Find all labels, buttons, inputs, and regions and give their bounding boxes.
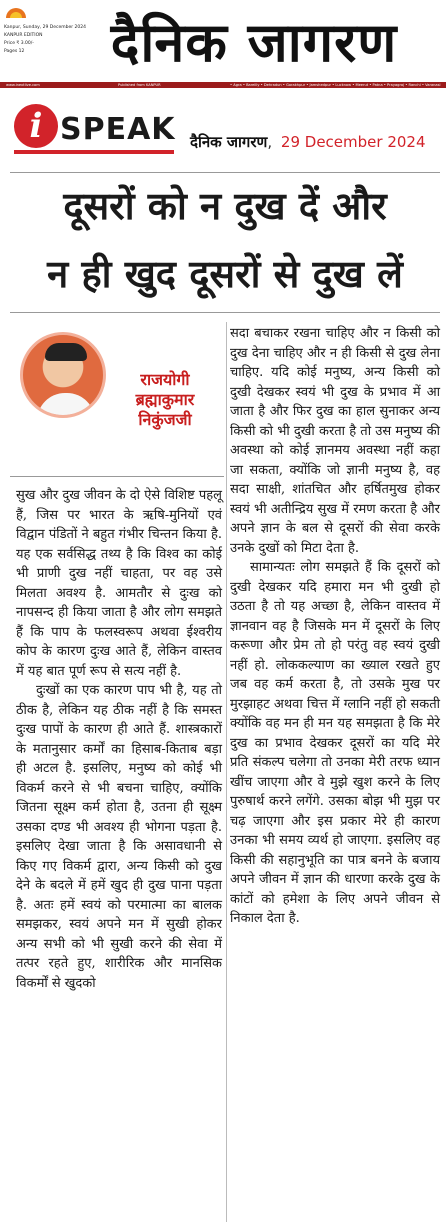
author-name-line-2: ब्रह्माकुमार	[135, 390, 195, 409]
masthead-meta-block	[4, 4, 86, 55]
section-underline	[14, 150, 174, 154]
newspaper-title: दैनिक जागरण	[110, 11, 398, 74]
masthead-pages: Pages 12	[4, 49, 25, 54]
divider	[10, 476, 224, 477]
paragraph: सामान्यतः लोग समझते हैं कि दूसरों को दुखी देखकर यदि हमारा मन भी दुखी हो उठता है तो यह अच्छा है, लेकिन वास्तव में ज्ञानवान वह है जिसके मन में दूसरों के लिए करूणा और प्रेम तो हो परंतु वह स्वयं दुखी नहीं हो. लोककल्याण का ख्याल रखते हुए जब वह कर्म करता है, तो उसके मुख पर मुरझाहट अथवा चित्त में ग्लानि नहीं हो सकती क्योंकि वह मन ही मन यह समझता है कि मेरे दुख का प्रभाव देखकर दूसरों का यदि मेरे प्रति संकल्प चलेगा तो उनका मेरी तरफ ध्यान खींच जाएगा और वे मुझे खुश करने के लिए पुरुषार्थ करने लगेंगे. उसका बोझ भी मुझ पर चढ़ जाएगा और इस प्रकार मेरे ही कारण उनका भी समय व्यर्थ हो जाएगा. इसलिए वह किसी की सहानुभूति का पात्र बनने के बजाय अपने जीवन में ज्ञान की धारणा करके दुख के कांटों को हमेशा के लिए अपने जीवन से निकाल देता है.	[230, 560, 440, 926]
column-divider	[226, 322, 227, 1222]
masthead-edition: KANPUR EDITION	[4, 33, 43, 38]
divider	[10, 172, 440, 173]
divider	[10, 312, 440, 313]
edition-date: 29 December 2024	[280, 133, 426, 151]
author-name-line-3: निकुंजजी	[138, 410, 192, 429]
sun-logo-icon	[4, 5, 28, 19]
edition-line	[190, 132, 426, 152]
paragraph: सुख और दुख जीवन के दो ऐसे विशिष्ट पहलू हैं, जिस पर भारत के ऋषि-मुनियों एवं विद्वान पंडितों ने बहुत गंभीर चिन्तन किया है. यह एक सर्वसिद्ध तथ्य है कि विश्व का कोई भी प्राणी दुख नहीं चाहता, पर वह उसे मिलता अवश्य है. आमतौर से दुःख को नापसन्द ही किया जाता है और लोग समझते हैं कि पाप के फलस्वरूप अथवा ईश्वरीय कोप के कारण दुःख आते हैं, लेकिन वास्तव में यह बात पूर्ण रूप से सत्य नहीं है.	[16, 488, 222, 679]
edition-brand: दैनिक जागरण ,	[190, 133, 272, 151]
author-photo-shirt	[37, 393, 95, 418]
masthead-cities: • Agra • Bareilly • Dehradun • Gorakhpur • Jamshedpur • Lucknow • Meerut • Patna • Prayagraj • Ranchi • Varanasi	[230, 83, 441, 87]
masthead	[0, 0, 446, 88]
masthead-date-line: Kanpur, Sunday, 29 December 2024	[4, 25, 86, 30]
author-box	[10, 322, 224, 472]
article-column-right	[230, 324, 440, 929]
masthead-published-from: Published from KANPUR	[118, 83, 161, 87]
paragraph: दुःखों का एक कारण पाप भी है, यह तो ठीक है, लेकिन यह ठीक नहीं है कि समस्त दुःख पापों के कारण ही आते हैं. शास्त्रकारों के मतानुसार कर्मों का हिसाब-किताब बड़ा ही अटल है. इसलिए, मनुष्य को कोई भी विकर्म करने से भी बचना चाहिए, क्योंकि जितना सूक्ष्म कर्म होता है, उतना ही सूक्ष्म उसका दण्ड भी अवश्य ही भोगना पड़ता है. इसलिए देखा जाता है कि असावधानी से किए गए विकर्म द्वारा, अन्य किसी को दुख देने के बदले में हमें खुद ही दुख पाना पड़ता है. अतः हमें स्वयं को परमात्मा का बालक समझकर, स्वयं अपने मन में सुखी होकर अन्य सभी को भी सुखी करने की सेवा में तत्पर रहते हुए, शारीरिक और मानसिक विकर्मों से खुदको	[16, 683, 222, 991]
author-photo-hair	[45, 343, 87, 361]
author-photo	[20, 332, 106, 418]
headline-line-1: दूसरों को न दुख दें और	[63, 184, 387, 228]
author-name-line-1: राजयोगी	[140, 370, 190, 389]
masthead-website: www.inextlive.com	[6, 83, 40, 87]
masthead-strip	[0, 82, 446, 88]
masthead-price: Price ₹ 3.00/-	[4, 41, 34, 46]
headline-line-2: न ही खुद दूसरों से दुख लें	[47, 252, 403, 296]
paragraph: सदा बचाकर रखना चाहिए और न किसी को दुख देना चाहिए और न ही किसी से दुख लेना चाहिए. यदि कोई मनुष्य, अन्य किसी को दुखी देखकर स्वयं भी दुख के प्रभाव में आ जाता है और फिर दुख का हाल सुनाकर अन्य किसी को भी दुखी करता है तो उस मनुष्य की अवस्था को कोई ज्ञानमय अवस्था नहीं कहा जा सकता, क्योंकि जो ज्ञानी मनुष्य है, वह सदा साक्षी, शांतचित और हर्षितमुख होकर स्वयं भी अतीन्द्रिय सुख में रमण करता है और अपने ज्ञान के बल से दूसरों की सेवा करके उनके दुखों को मिटा देता है.	[230, 326, 440, 556]
section-label	[10, 104, 180, 160]
i-badge-icon: i	[14, 104, 58, 148]
section-label-text: SPEAK	[60, 112, 176, 147]
article-column-left	[16, 486, 222, 993]
